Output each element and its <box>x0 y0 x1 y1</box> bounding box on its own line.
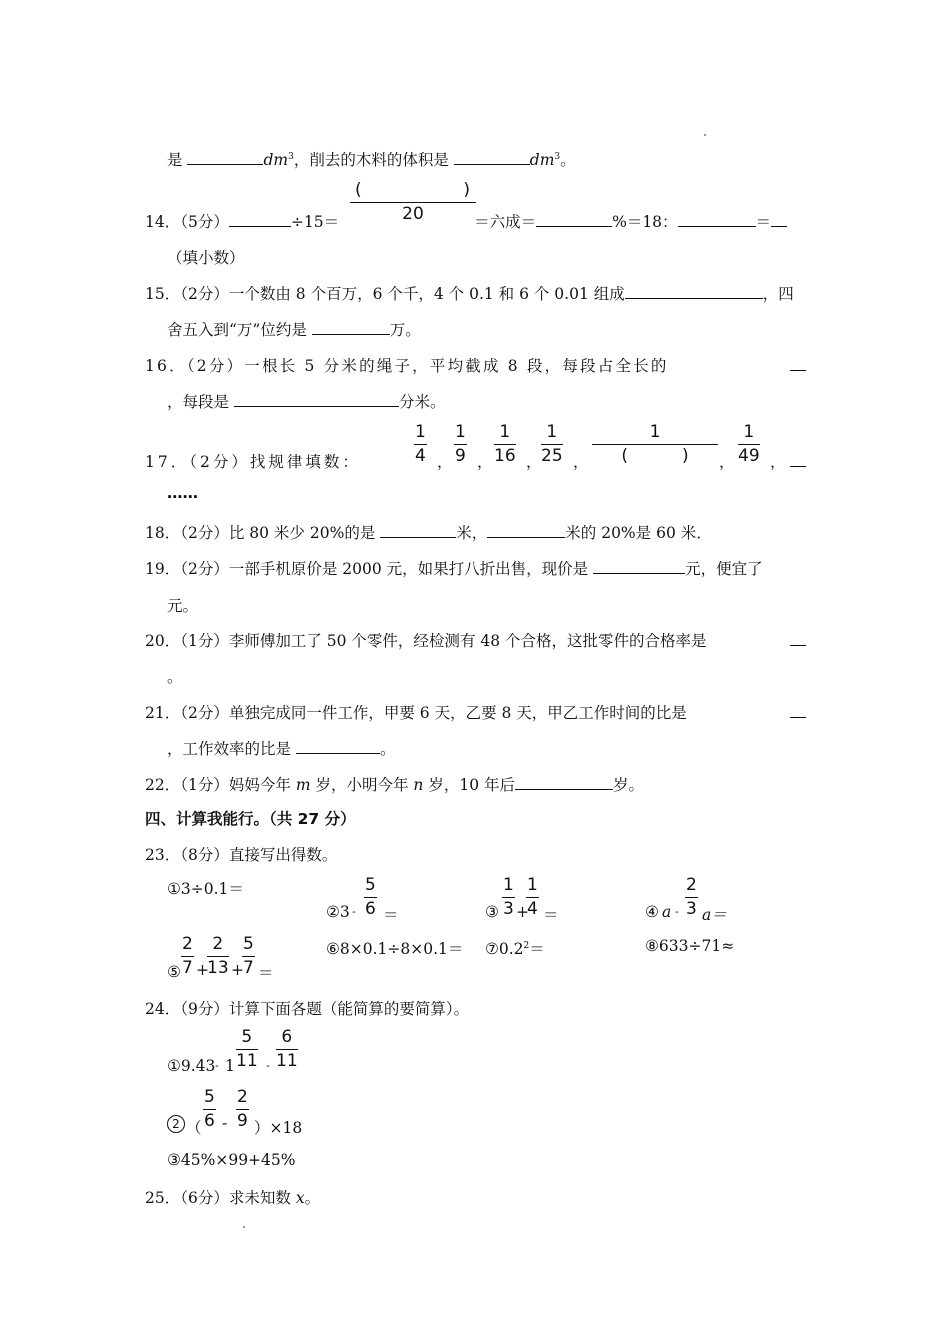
q17-ellipsis: …… <box>167 484 198 502</box>
q23-item7: $⑦0.2^2=$ <box>485 940 545 958</box>
answer-blank[interactable] <box>790 450 806 467</box>
fraction-1-4: $\frac{1}{4}$ <box>415 422 426 466</box>
q20-line2: 。 <box>167 668 183 686</box>
q24-item2-circle: 2 <box>167 1114 185 1133</box>
q15-line2: 舍五入到“万”位约是 万。 <box>167 318 421 340</box>
fraction-1-16: $\frac{1}{16}$ <box>494 422 516 466</box>
answer-blank[interactable] <box>380 522 456 539</box>
speck <box>704 134 706 136</box>
q23-item8: ⑧633÷71≈ <box>645 937 735 955</box>
q24-item2-fraction2: $\frac{2}{9}$ <box>237 1087 248 1131</box>
q23-item4-fraction: $\frac{2}{3}$ <box>686 875 697 919</box>
q22-line: 22．（1分）妈妈今年 m 岁，小明今年 n 岁，10 年后 岁。 <box>145 773 644 795</box>
q16-line: 16．（2分）一根长 5 分米的绳子，平均截成 8 段，每段占全长的 <box>145 357 669 375</box>
fraction-1-49: $\frac{1}{49}$ <box>738 422 760 466</box>
answer-blank[interactable] <box>234 391 399 408</box>
q23-item5-fraction2: $\frac{2}{13}$ <box>207 934 229 978</box>
q18-line: 18．（2分）比 80 米少 20%的是 米， 米的 20%是 60 米． <box>145 521 712 543</box>
answer-blank[interactable] <box>790 701 806 718</box>
q25-line: 25．（6分）求未知数 x。 <box>145 1189 321 1207</box>
q23-line: 23．（8分）直接写出得数。 <box>145 846 338 864</box>
q14-note: （填小数） <box>167 249 245 267</box>
answer-blank[interactable] <box>625 283 763 300</box>
answer-blank[interactable] <box>790 354 806 371</box>
q21-line2: ，工作效率的比是 。 <box>167 737 395 759</box>
q14-line: 14．（5分） ÷15＝ ＝六成＝ %＝18： ＝ <box>145 210 787 232</box>
q17-line: 17．（2分）找规律填数： <box>145 453 361 471</box>
q24-item1-fraction2: $\frac{6}{11}$ <box>276 1027 298 1071</box>
q19-line: 19．（2分）一部手机原价是 2000 元，如果打八折出售，现价是 元，便宜了 <box>145 557 763 579</box>
answer-blank[interactable] <box>771 211 787 228</box>
fraction-1-9: $\frac{1}{9}$ <box>455 422 466 466</box>
section-title: 四、计算我能行。（共 27 分） <box>145 810 356 828</box>
answer-blank[interactable] <box>296 738 380 755</box>
q23-item5-fraction1: $\frac{2}{7}$ <box>182 934 193 978</box>
answer-blank[interactable] <box>678 211 756 228</box>
answer-blank[interactable] <box>187 149 263 166</box>
q23-item5-fraction3: $\frac{5}{7}$ <box>243 934 254 978</box>
q21-line: 21．（2分）单独完成同一件工作，甲要 6 天，乙要 8 天，甲乙工作时间的比是 <box>145 704 687 722</box>
q23-item1: ①3÷0.1＝ <box>167 880 244 898</box>
q23-item6: ⑥8×0.1÷8×0.1＝ <box>326 940 464 958</box>
q24-item3: ③45%×99+45% <box>167 1151 296 1169</box>
q24-item1-fraction1: $\frac{5}{11}$ <box>236 1027 258 1071</box>
answer-blank[interactable] <box>487 522 565 539</box>
answer-blank[interactable] <box>790 629 806 646</box>
answer-blank[interactable] <box>312 319 390 336</box>
q14-fraction: ( ) 20 <box>350 182 476 223</box>
q19-line2: 元。 <box>167 597 199 615</box>
q16-line2: ，每段是 分米。 <box>167 390 445 412</box>
answer-blank[interactable] <box>593 558 685 575</box>
q13-line: 是 $dm^3$，削去的木料的体积是 $dm^3$。 <box>167 148 576 170</box>
answer-blank[interactable] <box>229 211 291 228</box>
speck <box>243 1226 245 1228</box>
answer-blank[interactable] <box>515 774 613 791</box>
q20-line: 20．（1分）李师傅加工了 50 个零件，经检测有 48 个合格，这批零件的合格率是 <box>145 632 707 650</box>
q24-line: 24．（9分）计算下面各题（能简算的要简算）。 <box>145 1000 470 1018</box>
answer-blank[interactable] <box>454 149 530 166</box>
q23-item2-fraction: $\frac{5}{6}$ <box>365 875 376 919</box>
q24-item2-fraction1: $\frac{5}{6}$ <box>204 1087 215 1131</box>
q23-item3-fraction2: $\frac{1}{4}$ <box>527 875 538 919</box>
q23-item3-fraction1: $\frac{1}{3}$ <box>503 875 514 919</box>
answer-blank[interactable] <box>536 211 612 228</box>
fraction-1-blank[interactable]: 1 ( ) <box>592 424 718 465</box>
fraction-1-25: $\frac{1}{25}$ <box>541 422 563 466</box>
q15-line: 15．（2分）一个数由 8 个百万，6 个千，4 个 0.1 和 6 个 0.01 组成 ，四 <box>145 282 794 304</box>
